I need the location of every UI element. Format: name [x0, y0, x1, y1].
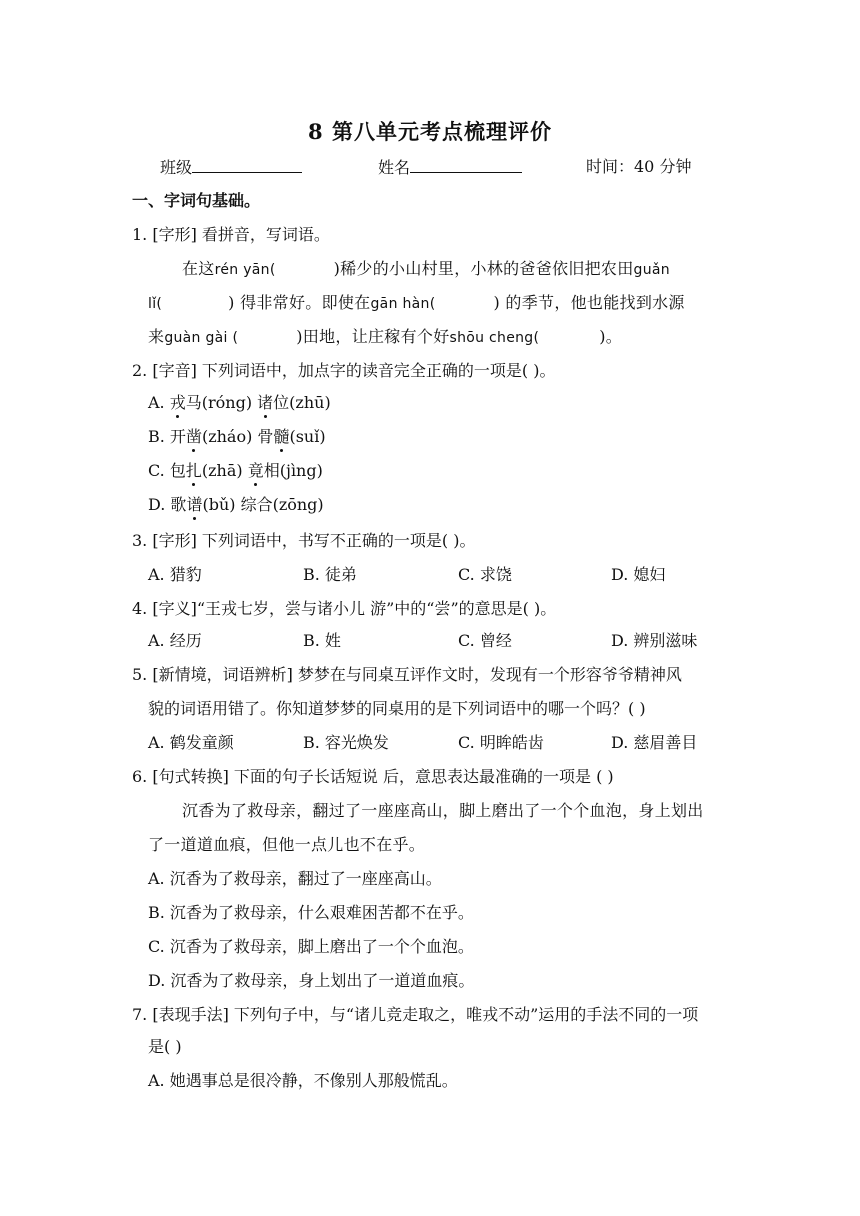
question-1-stem: 1. [字形] 看拼音，写词语。: [132, 225, 330, 244]
question-3-stem: 3. [字形] 下列词语中，书写不正确的一项是( )。: [132, 531, 476, 550]
question-4-option-d[interactable]: D. 辨别滋味: [611, 631, 698, 650]
question-5-stem-line-2: 貌的词语用错了。你知道梦梦的同桌用的是下列词语中的哪一个吗？( ): [148, 699, 646, 718]
class-field: [160, 156, 302, 179]
dotted-char: 竟: [247, 461, 264, 480]
class-label: 班级: [160, 158, 193, 177]
dotted-char: 诸: [257, 393, 274, 412]
q1-pinyin: shōu cheng(: [449, 330, 540, 346]
dotted-char: 髓: [273, 427, 290, 446]
question-3-option-a[interactable]: A. 猎豹: [148, 565, 202, 584]
option-text: C. 包: [148, 461, 186, 480]
option-text: 相(jìng): [263, 461, 323, 480]
dotted-char: 凿: [185, 427, 202, 446]
question-2-option-b[interactable]: [148, 426, 326, 448]
question-5-option-a[interactable]: A. 鹤发童颜: [148, 733, 234, 752]
question-2-option-c[interactable]: [148, 460, 323, 482]
dotted-char: 谱: [186, 495, 203, 514]
question-5-option-b[interactable]: B. 容光焕发: [303, 733, 389, 752]
question-4-stem: 4. [字义]“王戎七岁，尝与诸小儿 游”中的“尝”的意思是( )。: [132, 599, 557, 618]
option-text: A.: [148, 393, 170, 412]
option-text: D. 歌: [148, 495, 187, 514]
q1-text: )。: [599, 327, 623, 346]
question-5-option-c[interactable]: C. 明眸皓齿: [458, 733, 544, 752]
question-7-stem-line-2: 是( ): [148, 1037, 182, 1056]
time-info: 时间：40 分钟: [586, 157, 692, 176]
question-4-option-b[interactable]: B. 姓: [303, 631, 341, 650]
option-text: 位(zhū): [273, 393, 331, 412]
question-2-option-a[interactable]: [148, 392, 331, 414]
q1-text: )稀少的小山村里，小林的爸爸依旧把农田: [333, 259, 634, 278]
question-7-stem-line-1: 7. [表现手法] 下列句子中，与“诸儿竞走取之，唯戎不动”运用的手法不同的一项: [132, 1005, 699, 1024]
q1-text: )田地，让庄稼有个好: [296, 327, 450, 346]
question-6-passage-line-1: 沉香为了救母亲，翻过了一座座高山，脚上磨出了一个个血泡，身上划出: [182, 801, 704, 820]
question-3-option-c[interactable]: C. 求饶: [458, 565, 512, 584]
question-1-line-2: [148, 292, 685, 315]
question-2-option-d[interactable]: [148, 494, 324, 516]
q1-pinyin: guǎn: [633, 262, 670, 278]
option-text: (zháo) 骨: [201, 427, 274, 446]
q1-pinyin: gān hàn(: [370, 296, 436, 312]
option-text: (bǔ) 综合(zōng): [202, 495, 324, 514]
q1-pinyin: lǐ(: [148, 296, 163, 312]
name-label: 姓名: [378, 158, 411, 177]
q1-text: 在这: [182, 259, 215, 278]
q1-text: ) 得非常好。即使在: [228, 293, 371, 312]
question-6-option-c[interactable]: C. 沉香为了救母亲，脚上磨出了一个个血泡。: [148, 937, 474, 956]
name-blank[interactable]: [410, 156, 522, 173]
question-3-option-b[interactable]: B. 徒弟: [303, 565, 357, 584]
question-2-stem: 2. [字音] 下列词语中，加点字的读音完全正确的一项是( )。: [132, 361, 556, 380]
option-text: 马(róng): [185, 393, 258, 412]
question-6-option-d[interactable]: D. 沉香为了救母亲，身上划出了一道道血痕。: [148, 971, 475, 990]
class-blank[interactable]: [192, 156, 302, 173]
question-4-option-a[interactable]: A. 经历: [148, 631, 202, 650]
question-5-option-d[interactable]: D. 慈眉善目: [611, 733, 698, 752]
q1-text: ) 的季节，他也能找到水源: [493, 293, 685, 312]
q1-pinyin: rén yān(: [214, 262, 276, 278]
question-6-passage-line-2: 了一道道血痕，但他一点儿也不在乎。: [148, 835, 426, 854]
question-6-option-b[interactable]: B. 沉香为了救母亲，什么艰难困苦都不在乎。: [148, 903, 474, 922]
question-6-stem: 6. [句式转换] 下面的句子长话短说 后，意思表达最准确的一项是 ( ): [132, 767, 614, 786]
option-text: B. 开: [148, 427, 186, 446]
question-1-line-3: [148, 326, 622, 349]
question-7-option-a[interactable]: A. 她遇事总是很冷静，不像别人那般慌乱。: [148, 1071, 458, 1090]
question-4-option-c[interactable]: C. 曾经: [458, 631, 512, 650]
question-6-option-a[interactable]: A. 沉香为了救母亲，翻过了一座座高山。: [148, 869, 442, 888]
q1-text: 来: [148, 327, 165, 346]
q1-pinyin: guàn gài (: [164, 330, 239, 346]
name-field: [378, 156, 522, 179]
page-title: 8 第八单元考点梳理评价: [308, 119, 552, 144]
question-3-option-d[interactable]: D. 媳妇: [611, 565, 666, 584]
dotted-char: 扎: [185, 461, 202, 480]
question-5-stem-line-1: 5. [新情境，词语辨析] 梦梦在与同桌互评作文时，发现有一个形容爷爷精神风: [132, 665, 682, 684]
question-1-line-1: [182, 258, 670, 281]
option-text: (suǐ): [289, 427, 326, 446]
option-text: (zhā): [201, 461, 248, 480]
section-heading: 一、字词句基础。: [132, 191, 261, 210]
dotted-char: 戎: [169, 393, 186, 412]
